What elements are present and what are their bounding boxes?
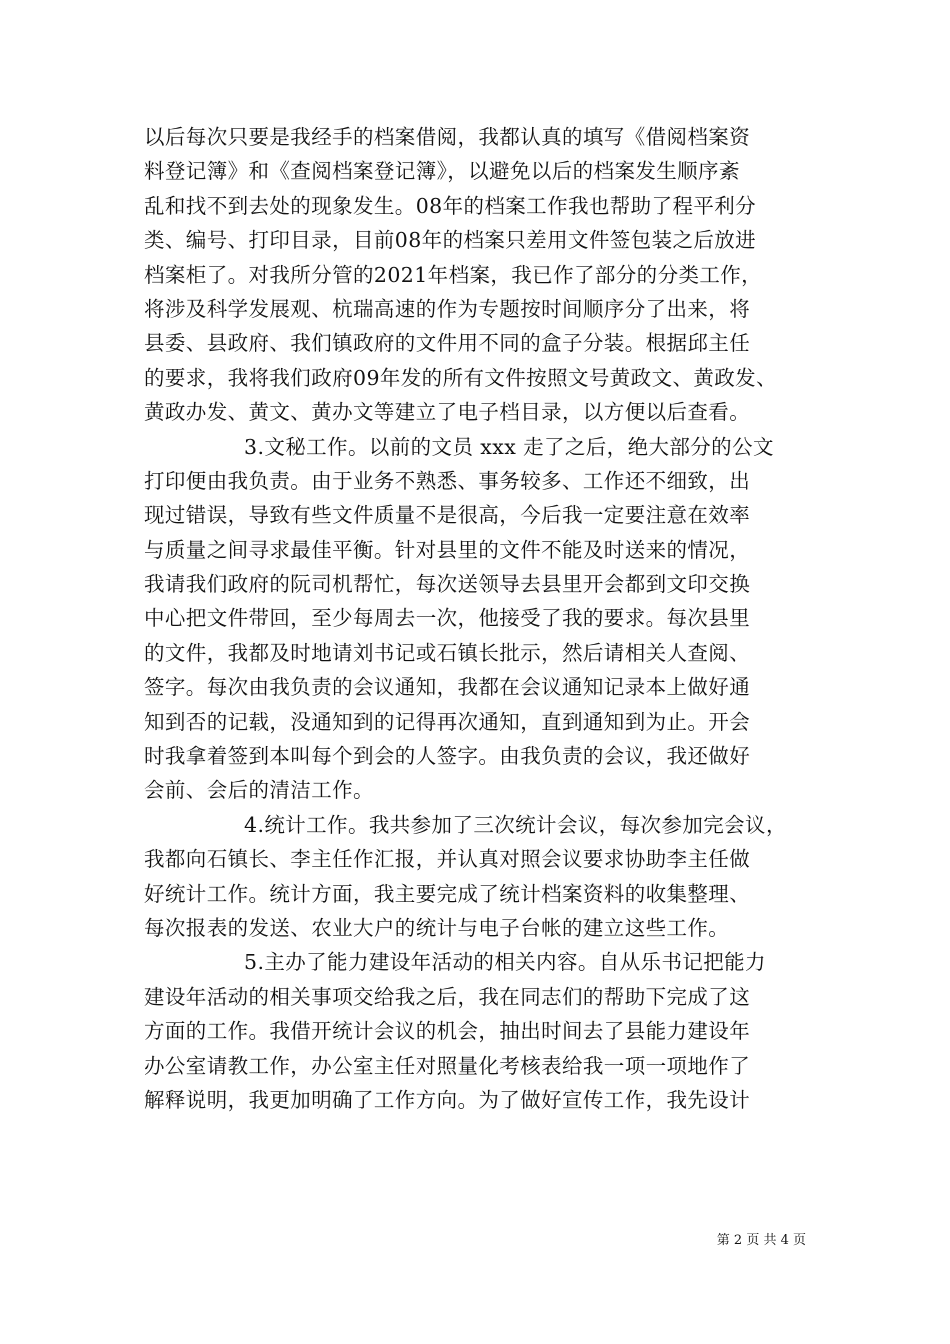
text-line: 现过错误，导致有些文件质量不是很高，今后我一定要注意在效率: [144, 503, 751, 528]
section-heading-line: 3.文秘工作。以前的文员 xxx 走了之后，绝大部分的公文: [244, 434, 774, 459]
text-line: 的文件，我都及时地请刘书记或石镇长批示，然后请相关人查阅、: [144, 640, 751, 665]
section-heading-line: 4.统计工作。我共参加了三次统计会议，每次参加完会议，: [244, 812, 787, 837]
text-line: 中心把文件带回，至少每周去一次，他接受了我的要求。每次县里: [144, 606, 751, 631]
text-line: 的要求，我将我们政府09年发的所有文件按照文号黄政文、黄政发、: [144, 365, 777, 390]
text-line: 会前、会后的清洁工作。: [144, 778, 374, 803]
text-line: 时我拿着签到本叫每个到会的人签字。由我负责的会议，我还做好: [144, 744, 751, 769]
text-line: 签字。每次由我负责的会议通知，我都在会议通知记录本上做好通: [144, 675, 751, 700]
text-line: 打印便由我负责。由于业务不熟悉、事务较多、工作还不细致，出: [144, 468, 751, 493]
text-line: 每次报表的发送、农业大户的统计与电子台帐的建立这些工作。: [144, 915, 730, 940]
text-line: 方面的工作。我借开统计会议的机会，抽出时间去了县能力建设年: [144, 1019, 751, 1044]
text-line: 办公室请教工作，办公室主任对照量化考核表给我一项一项地作了: [144, 1053, 751, 1078]
text-line: 类、编号、打印目录，目前08年的档案只差用文件签包装之后放进: [144, 228, 757, 253]
body-text: [144, 120, 824, 1117]
text-line: 我请我们政府的阮司机帮忙，每次送领导去县里开会都到文印交换: [144, 572, 751, 597]
page-number-footer: 第 2 页 共 4 页: [716, 1233, 806, 1248]
text-line: 好统计工作。统计方面，我主要完成了统计档案资料的收集整理、: [144, 881, 751, 906]
text-line: 黄政办发、黄文、黄办文等建立了电子档目录，以方便以后查看。: [144, 400, 751, 425]
text-line: 以后每次只要是我经手的档案借阅，我都认真的填写《借阅档案资: [144, 125, 751, 149]
text-line: 档案柜了。对我所分管的2021年档案，我已作了部分的分类工作，: [144, 262, 763, 287]
text-line: 将涉及科学发展观、杭瑞高速的作为专题按时间顺序分了出来，将: [144, 296, 751, 321]
text-line: 县委、县政府、我们镇政府的文件用不同的盒子分装。根据邱主任: [144, 331, 751, 356]
text-line: 与质量之间寻求最佳平衡。针对县里的文件不能及时送来的情况，: [144, 537, 751, 562]
section-heading-line: 5.主办了能力建设年活动的相关内容。自从乐书记把能力: [244, 950, 766, 975]
text-line: 建设年活动的相关事项交给我之后，我在同志们的帮助下完成了这: [144, 984, 751, 1009]
text-line: 知到否的记载，没通知到的记得再次通知，直到通知到为止。开会: [144, 709, 751, 734]
text-line: 料登记簿》和《查阅档案登记簿》，以避免以后的档案发生顺序紊: [144, 159, 740, 184]
text-line: 乱和找不到去处的现象发生。08年的档案工作我也帮助了程平利分: [144, 193, 757, 218]
text-line: 我都向石镇长、李主任作汇报，并认真对照会议要求协助李主任做: [144, 847, 751, 872]
text-line: 解释说明，我更加明确了工作方向。为了做好宣传工作，我先设计: [144, 1087, 751, 1112]
